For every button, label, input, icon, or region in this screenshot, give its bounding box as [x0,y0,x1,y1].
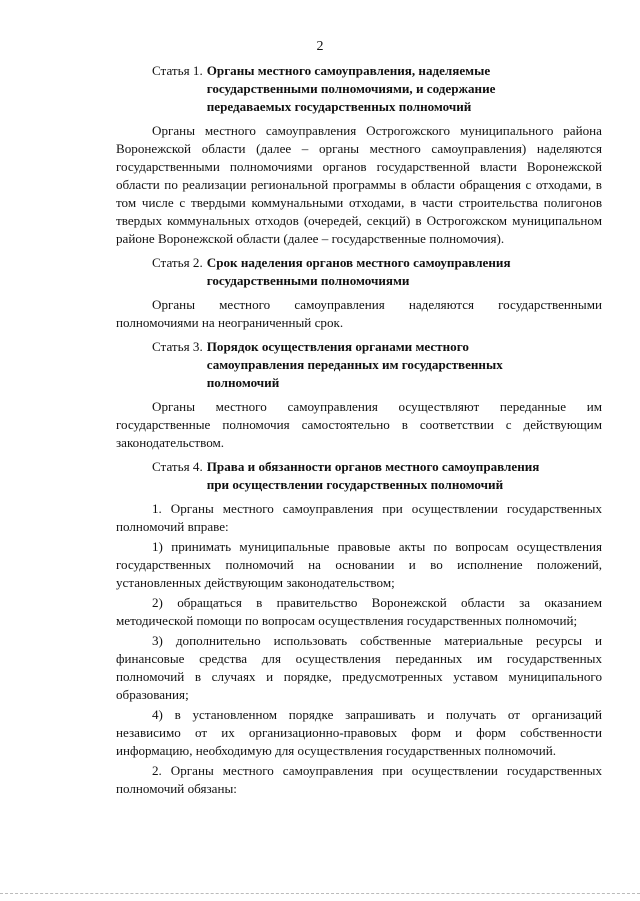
article-heading [116,458,602,494]
document-body [116,62,602,800]
article-1 [116,62,602,248]
article-title-line: Права и обязанности органов местного самоуправления [206,459,540,474]
page-bottom-divider [0,893,640,894]
article-label: Статья 3. [152,339,203,354]
article-title [207,62,602,116]
article-paragraph: Органы местного самоуправления осуществляют переданные им государственные полномочия самостоятельно в соответствии с действующим законодательством. [116,399,602,450]
article-list-item: 4) в установленном порядке запрашивать и получать от организаций независимо от их организационно-правовых форм и форм собственности информацию, необходимую для осуществления государственных полномочий. [116,707,602,758]
article-label: Статья 4. [152,459,203,474]
article-list-item: 1) принимать муниципальные правовые акты по вопросам осуществления государственных полномочий на основании и во исполнение положений, установленных действующим законодательством; [116,539,602,590]
article-heading [116,338,602,392]
article-title-line: Органы местного самоуправления, наделяемые [206,63,491,78]
article-paragraph: 2. Органы местного самоуправления при осуществлении государственных полномочий обязаны: [116,763,602,796]
article-title-line: Порядок осуществления органами местного [206,339,469,354]
article-2 [116,254,602,332]
article-paragraph: 1. Органы местного самоуправления при осуществлении государственных полномочий вправе: [116,501,602,534]
article-title [207,254,602,290]
article-heading [116,254,602,290]
article-list-item: 2) обращаться в правительство Воронежской области за оказанием методической помощи по вопросам осуществления государственных полномочий; [116,595,602,628]
article-title-line: полномочий [206,375,280,390]
article-4 [116,458,602,798]
article-title-line: государственными полномочиями [206,273,410,288]
article-label: Статья 1. [152,63,203,78]
page-number: 2 [316,39,324,54]
article-label: Статья 2. [152,255,203,270]
article-paragraph: Органы местного самоуправления Острогожского муниципального района Воронежской области (далее – органы местного самоуправления) наделяются государственными полномочиями органов государственной власти Воронежской области по реализации региональной программы в области обращения с отходами, в том числе с твердыми коммунальными отходами, в части строительства полигонов твердых коммунальных отходов (очередей, секций) в Острогожском муниципальном районе Воронежской области (далее – государственные полномочия). [116,123,602,246]
article-title-line: самоуправления переданных им государственных [206,357,503,372]
article-title-line: государственными полномочиями, и содержание [206,81,496,96]
article-title [207,338,602,392]
article-3 [116,338,602,452]
article-title-line: передаваемых государственных полномочий [206,99,472,114]
article-heading [116,62,602,116]
article-title [207,458,602,494]
article-title-line: Срок наделения органов местного самоуправления [206,255,511,270]
article-title-line: при осуществлении государственных полномочий [206,477,504,492]
article-paragraph: Органы местного самоуправления наделяются государственными полномочиями на неограниченный срок. [116,297,602,330]
article-list-item: 3) дополнительно использовать собственные материальные ресурсы и финансовые средства для осуществления переданных им государственных полномочий в случаях и порядке, предусмотренных уставом муниципального образования; [116,633,602,702]
